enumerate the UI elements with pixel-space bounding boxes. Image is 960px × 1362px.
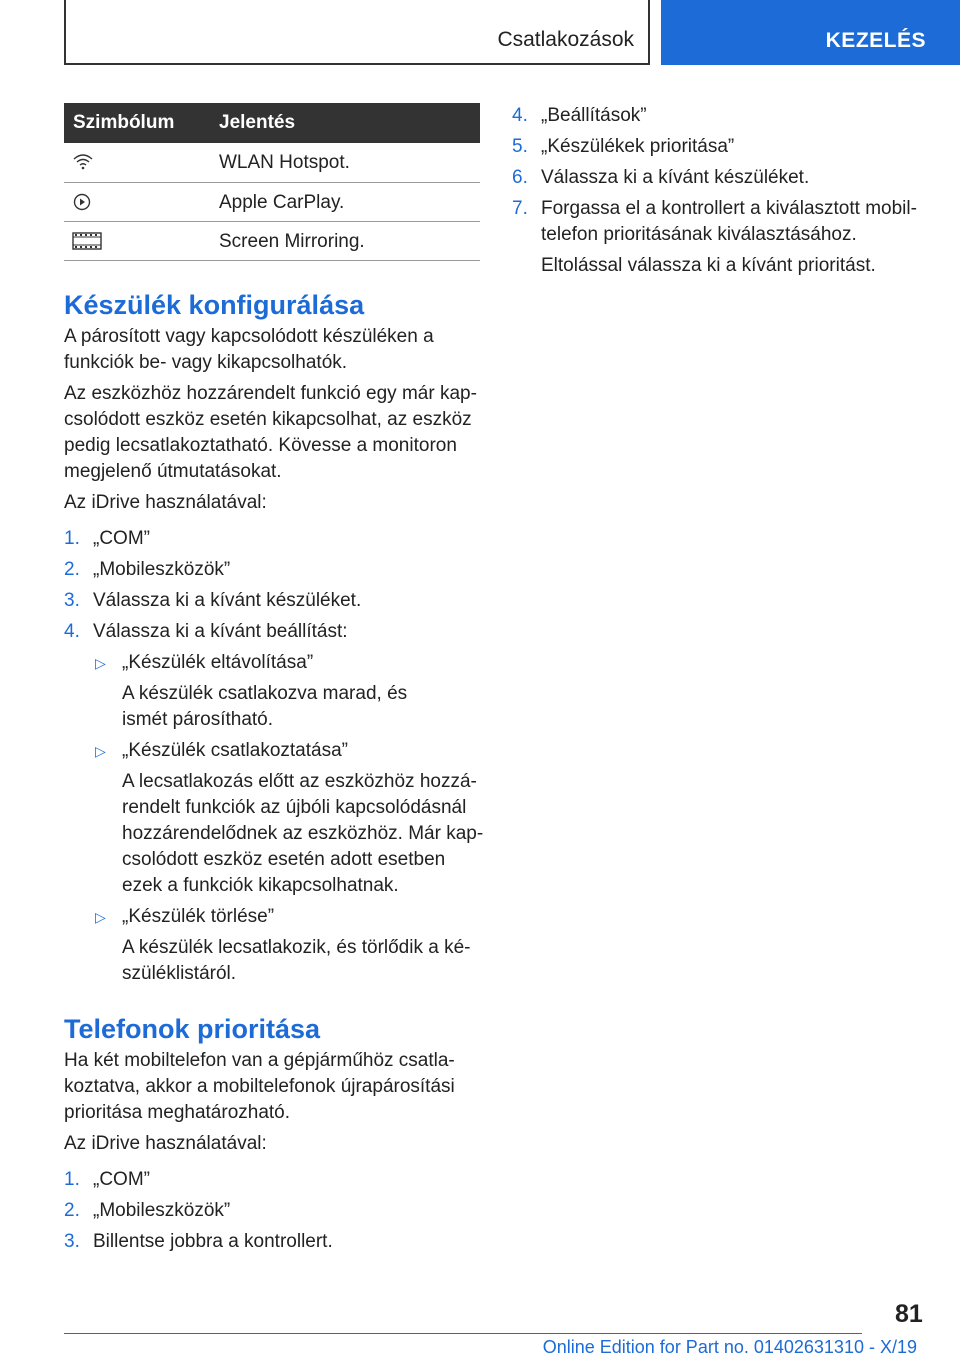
screen-mirroring-icon xyxy=(72,231,211,251)
step-text: „COM” xyxy=(93,527,150,549)
carplay-icon xyxy=(72,192,211,212)
page-number: 81 xyxy=(895,1300,923,1328)
section-heading: Telefonok prioritása xyxy=(64,1013,321,1044)
step-number: 6. xyxy=(512,167,528,188)
options-list xyxy=(93,650,482,987)
meaning-cell: Apple CarPlay. xyxy=(211,182,480,221)
paragraph: Az eszközhöz hozzárendelt funkció egy már kap-csolódott eszköz esetén kikapcsolhat, az eszköz pedig lecsatlakoztatható. Kövesse a monitoron megjelenő útmutatásokat. xyxy=(64,382,477,482)
list-item xyxy=(93,904,482,987)
option-title: „Készülék csatlakoztatása” xyxy=(122,739,348,761)
step-text: „Beállítások” xyxy=(541,105,647,126)
bullet-triangle-icon: ▷ xyxy=(95,742,106,759)
chapter-title: Csatlakozások xyxy=(497,28,634,51)
step-number: 3. xyxy=(64,589,80,611)
step-number: 4. xyxy=(512,105,528,126)
wifi-hotspot-icon xyxy=(72,152,211,172)
step-number: 7. xyxy=(512,198,528,219)
option-description: A készülék csatlakozva marad, és ismét párosítható. xyxy=(122,682,408,730)
paragraph: Ha két mobiltelefon van a gépjárműhöz csatla-koztatva, akkor a mobiltelefonok újrapárosítási prioritása meghatározható. xyxy=(64,1049,455,1123)
steps-list xyxy=(512,103,922,248)
symbol-cell xyxy=(64,221,211,260)
paragraph: Az iDrive használatával: xyxy=(64,491,267,513)
paragraph: A párosított vagy kapcsolódott készüléken a funkciók be- vagy kikapcsolhatók. xyxy=(64,325,434,373)
meaning-cell: Screen Mirroring. xyxy=(211,221,480,260)
symbol-cell xyxy=(64,143,211,182)
list-item xyxy=(64,526,482,552)
step-text: „Mobileszközök” xyxy=(93,558,231,580)
step-text: Billentse jobbra a kontrollert. xyxy=(93,1230,333,1252)
left-column xyxy=(64,103,482,1255)
bullet-triangle-icon: ▷ xyxy=(95,654,106,671)
right-column xyxy=(512,103,922,279)
list-item xyxy=(93,738,482,899)
list-item xyxy=(64,1198,482,1224)
step-text: „Készülékek prioritása” xyxy=(541,136,735,157)
table-row xyxy=(64,221,480,260)
list-item xyxy=(512,165,922,191)
list-item xyxy=(512,196,922,248)
footer-divider xyxy=(64,1333,862,1334)
option-description: A készülék lecsatlakozik, és törlődik a ké-szüléklistáról. xyxy=(122,936,471,984)
list-item xyxy=(64,588,482,614)
section-heading: Készülék konfigurálása xyxy=(64,289,365,320)
bullet-triangle-icon: ▷ xyxy=(95,908,106,925)
section-tab xyxy=(661,0,960,65)
table-row xyxy=(64,182,480,221)
step-number: 1. xyxy=(64,527,80,549)
column-header-meaning: Jelentés xyxy=(211,103,480,143)
step-text: „Mobileszközök” xyxy=(93,1199,231,1221)
list-item xyxy=(93,650,482,733)
list-item xyxy=(64,1229,482,1255)
list-item xyxy=(512,103,922,129)
step-text: Válassza ki a kívánt készüléket. xyxy=(93,589,362,611)
footer-edition: Online Edition for Part no. 01402631310 - X/19 xyxy=(542,1337,917,1357)
step-number: 5. xyxy=(512,136,528,157)
symbol-table xyxy=(64,103,480,261)
option-title: „Készülék törlése” xyxy=(122,905,275,927)
paragraph: Az iDrive használatával: xyxy=(64,1132,267,1154)
list-item xyxy=(512,134,922,160)
meaning-cell: WLAN Hotspot. xyxy=(211,143,480,182)
step-number: 2. xyxy=(64,558,80,580)
option-description: A lecsatlakozás előtt az eszközhöz hozzá-rendelt funkciók az újbóli kapcsolódásnál hozzárendelődnek az eszközhöz. Már kap-csolódott eszköz esetén adott esetben ezek a funkciók kikapcsolhatnak. xyxy=(122,770,484,896)
symbol-cell xyxy=(64,182,211,221)
list-item xyxy=(64,619,482,645)
table-header-row xyxy=(64,103,480,143)
column-header-symbol: Szimbólum xyxy=(64,103,211,143)
running-header-box xyxy=(64,0,650,65)
steps-list xyxy=(64,526,482,645)
step-text: „COM” xyxy=(93,1168,150,1190)
option-title: „Készülék eltávolítása” xyxy=(122,651,314,673)
step-text: Válassza ki a kívánt beállítást: xyxy=(93,620,348,642)
steps-list xyxy=(64,1167,482,1255)
step-number: 4. xyxy=(64,620,80,642)
step-text: Válassza ki a kívánt készüléket. xyxy=(541,167,810,188)
step-number: 3. xyxy=(64,1230,80,1252)
step-number: 2. xyxy=(64,1199,80,1221)
step-text: Forgassa el a kontrollert a kiválasztott mobil-telefon prioritásának kiválasztásához. xyxy=(541,198,917,245)
step-number: 1. xyxy=(64,1168,80,1190)
list-item xyxy=(64,557,482,583)
step-note: Eltolással válassza ki a kívánt prioritást. xyxy=(541,255,876,276)
list-item xyxy=(64,1167,482,1193)
section-title: KEZELÉS xyxy=(825,29,926,52)
table-row xyxy=(64,143,480,182)
